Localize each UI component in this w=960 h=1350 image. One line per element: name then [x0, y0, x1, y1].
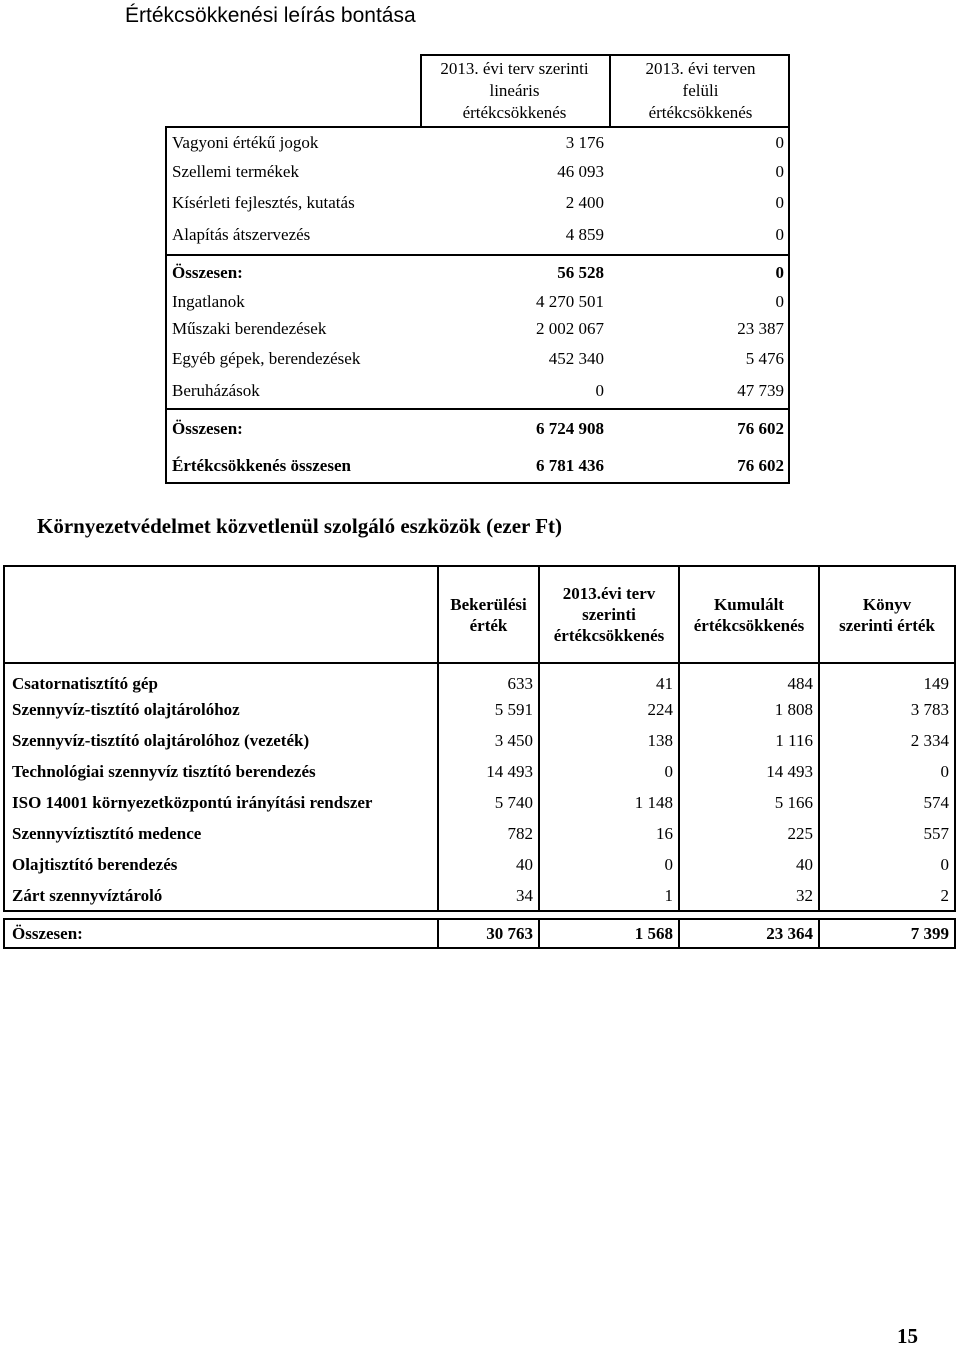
- cumulative-depreciation: 32: [679, 880, 819, 911]
- row-label: Műszaki berendezések: [172, 319, 327, 338]
- planned-depreciation: 0: [539, 756, 679, 787]
- row-value-extra: 0: [775, 193, 784, 212]
- header-line: 2013. évi terv szerinti: [440, 59, 589, 78]
- header-line: Bekerülési: [450, 594, 527, 614]
- cumulative-depreciation: 14 493: [679, 756, 819, 787]
- environmental-assets-table: [3, 565, 956, 949]
- row-value-linear: 2 002 067: [536, 319, 604, 338]
- row-value-linear: 2 400: [565, 193, 604, 212]
- row-value-extra: 0: [775, 225, 784, 244]
- planned-depreciation: 16: [539, 818, 679, 849]
- header-line: Könyv: [862, 594, 912, 614]
- row-label: Kísérleti fejlesztés, kutatás: [172, 193, 355, 212]
- book-value: 0: [819, 756, 955, 787]
- total-row: [4, 919, 955, 948]
- header-line: felüli: [682, 81, 719, 100]
- row-value-linear: 4 270 501: [536, 292, 604, 311]
- table-row: [4, 663, 955, 694]
- book-value: 574: [819, 787, 955, 818]
- acquisition-value: 14 493: [438, 756, 539, 787]
- row-label: Ingatlanok: [172, 292, 245, 311]
- header-planned-depreciation: [539, 566, 679, 663]
- subtotal-value-linear: 56 528: [557, 263, 604, 282]
- acquisition-value: 34: [438, 880, 539, 911]
- acquisition-value: 5 591: [438, 694, 539, 725]
- table-row: [4, 787, 955, 818]
- asset-name: Zárt szennyvíztároló: [4, 880, 438, 911]
- row-value-linear: 3 176: [565, 133, 604, 152]
- row-value-extra: 0: [775, 162, 784, 181]
- spacer-cell: [4, 911, 438, 919]
- header-line: lineáris: [489, 81, 540, 100]
- row-value-extra: 0: [775, 133, 784, 152]
- book-value: 0: [819, 849, 955, 880]
- cumulative-depreciation: 225: [679, 818, 819, 849]
- acquisition-value: 782: [438, 818, 539, 849]
- total-planned-depreciation: 1 568: [539, 919, 679, 948]
- spacer-cell: [539, 911, 679, 919]
- header-book-value: [819, 566, 955, 663]
- row-value-linear: 0: [595, 381, 604, 400]
- asset-name: Szennyvíztisztító medence: [4, 818, 438, 849]
- cumulative-depreciation: 1 808: [679, 694, 819, 725]
- row-label: Egyéb gépek, berendezések: [172, 349, 361, 368]
- table-row: [4, 694, 955, 725]
- subtotal-label: Összesen:: [172, 263, 243, 282]
- section-title: Környezetvédelmet közvetlenül szolgáló eszközök (ezer Ft): [37, 514, 563, 538]
- asset-name: Csatornatisztító gép: [4, 663, 438, 694]
- header-line: értékcsökkenés: [693, 615, 805, 635]
- row-value-extra: 23 387: [737, 319, 784, 338]
- planned-depreciation: 0: [539, 849, 679, 880]
- cumulative-depreciation: 40: [679, 849, 819, 880]
- header-acquisition-value: [438, 566, 539, 663]
- table-row: [4, 725, 955, 756]
- row-label: Alapítás átszervezés: [172, 225, 311, 244]
- header-line: 2013. évi terven: [645, 59, 756, 78]
- subtotal-label: Összesen:: [172, 419, 243, 438]
- row-label: Szellemi termékek: [172, 162, 299, 181]
- spacer-cell: [679, 911, 819, 919]
- acquisition-value: 633: [438, 663, 539, 694]
- cumulative-depreciation: 1 116: [679, 725, 819, 756]
- spacer-cell: [438, 911, 539, 919]
- header-line: szerinti: [582, 605, 636, 624]
- row-label: Vagyoni értékű jogok: [172, 133, 319, 152]
- total-book-value: 7 399: [819, 919, 955, 948]
- book-value: 3 783: [819, 694, 955, 725]
- row-value-linear: 46 093: [557, 162, 604, 181]
- book-value: 557: [819, 818, 955, 849]
- asset-name: ISO 14001 környezetközpontú irányítási rendszer: [4, 787, 438, 818]
- row-value-extra: 5 476: [745, 349, 784, 368]
- header-line: 2013.évi terv: [562, 584, 656, 603]
- header-line: szerinti érték: [839, 615, 935, 635]
- planned-depreciation: 1: [539, 880, 679, 911]
- asset-name: Technológiai szennyvíz tisztító berendezés: [4, 756, 438, 787]
- acquisition-value: 40: [438, 849, 539, 880]
- asset-name: Szennyvíz-tisztító olajtárolóhoz (vezeték): [4, 725, 438, 756]
- header-line: értékcsökkenés: [648, 103, 753, 122]
- depreciation-breakdown-table: [0, 0, 960, 500]
- acquisition-value: 3 450: [438, 725, 539, 756]
- table1-header-linear: [420, 57, 609, 125]
- asset-name: Olajtisztító berendezés: [4, 849, 438, 880]
- row-value-extra: 0: [775, 292, 784, 311]
- subtotal-value-extra: 0: [775, 263, 784, 282]
- header-line: Kumulált: [714, 594, 784, 614]
- asset-name: Szennyvíz-tisztító olajtárolóhoz: [4, 694, 438, 725]
- table-row: [4, 818, 955, 849]
- table-row: [4, 880, 955, 911]
- book-value: 2: [819, 880, 955, 911]
- grand-total-value-extra: 76 602: [737, 456, 784, 475]
- row-label: Beruházások: [172, 381, 260, 400]
- total-cumulative-depreciation: 23 364: [679, 919, 819, 948]
- grand-total-label: Értékcsökkenés összesen: [172, 456, 351, 475]
- header-asset-name: [4, 566, 438, 663]
- cumulative-depreciation: 484: [679, 663, 819, 694]
- cumulative-depreciation: 5 166: [679, 787, 819, 818]
- subtotal-value-linear: 6 724 908: [536, 419, 604, 438]
- table2-header-row: [4, 566, 955, 663]
- book-value: 2 334: [819, 725, 955, 756]
- planned-depreciation: 41: [539, 663, 679, 694]
- total-acquisition-value: 30 763: [438, 919, 539, 948]
- page-title: Értékcsökkenési leírás bontása: [125, 4, 416, 27]
- planned-depreciation: 138: [539, 725, 679, 756]
- subtotal-value-extra: 76 602: [737, 419, 784, 438]
- table1-header-extra: [611, 57, 790, 125]
- book-value: 149: [819, 663, 955, 694]
- grand-total-value-linear: 6 781 436: [536, 456, 604, 475]
- planned-depreciation: 224: [539, 694, 679, 725]
- row-value-extra: 47 739: [737, 381, 784, 400]
- spacer-cell: [819, 911, 955, 919]
- table-spacer: [4, 911, 955, 919]
- row-value-linear: 4 859: [565, 225, 604, 244]
- page-number: 15: [897, 1324, 918, 1348]
- row-value-linear: 452 340: [548, 349, 604, 368]
- table-row: [4, 849, 955, 880]
- total-label: Összesen:: [4, 919, 438, 948]
- table-row: [4, 756, 955, 787]
- header-cumulative-depreciation: [679, 566, 819, 663]
- header-line: érték: [469, 615, 508, 635]
- planned-depreciation: 1 148: [539, 787, 679, 818]
- header-line: értékcsökkenés: [462, 103, 567, 122]
- acquisition-value: 5 740: [438, 787, 539, 818]
- header-line: értékcsökkenés: [553, 626, 665, 645]
